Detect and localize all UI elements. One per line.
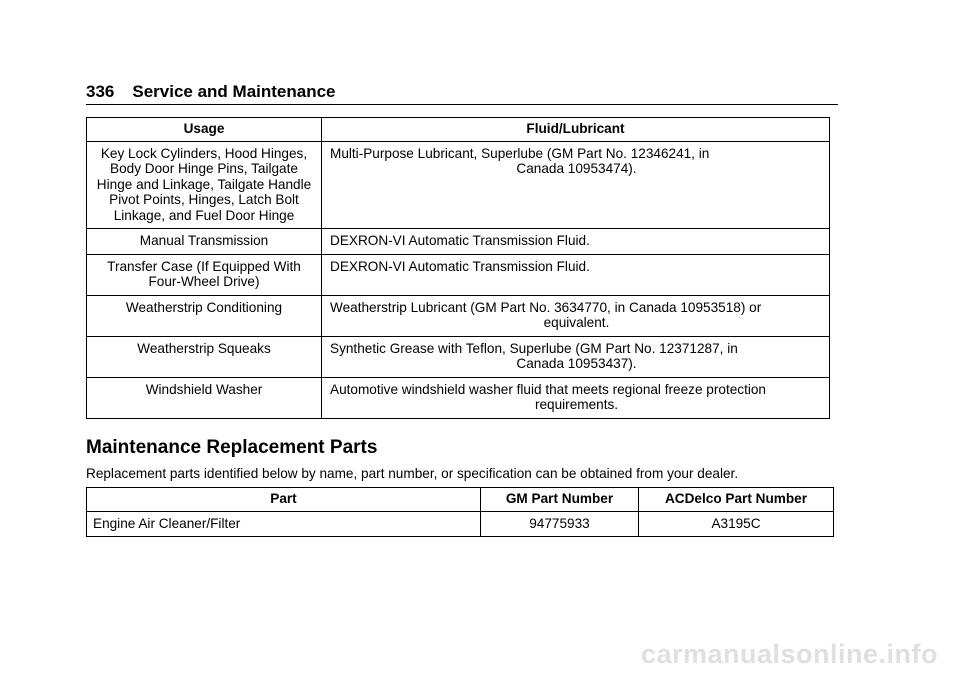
usage-cell (87, 229, 322, 255)
fluid-line: Multi-Purpose Lubricant, Superlube (GM Part No. 12346241, in (330, 145, 710, 161)
part-name-cell: Engine Air Cleaner/Filter (87, 511, 481, 537)
fluid-line: DEXRON-VI Automatic Transmission Fluid. (330, 233, 590, 248)
usage-cell (87, 141, 322, 229)
section-title-header: Service and Maintenance (132, 82, 336, 101)
replacement-parts-title: Maintenance Replacement Parts (86, 437, 378, 458)
table-row (87, 511, 834, 537)
fluid-cell (322, 254, 830, 295)
gm-part-number-column-header: GM Part Number (481, 488, 639, 512)
fluid-line: equivalent. (543, 315, 610, 330)
usage-line: Key Lock Cylinders, Hood Hinges, (100, 145, 308, 161)
usage-cell (87, 377, 322, 418)
fluid-lubricant-table (86, 117, 830, 419)
fluid-line: Synthetic Grease with Teflon, Superlube (GM Part No. 12371287, in (330, 340, 738, 356)
fluid-cell (322, 229, 830, 255)
site-watermark: carmanualsonline.info (640, 639, 938, 669)
table-row (87, 377, 830, 418)
fluid-line: Canada 10953474). (516, 161, 637, 176)
usage-line: Weatherstrip Conditioning (125, 299, 283, 315)
table-row (87, 229, 830, 255)
table-row (87, 295, 830, 336)
fluid-cell (322, 377, 830, 418)
table-row (87, 141, 830, 229)
usage-line: Linkage, and Fuel Door Hinge (113, 207, 295, 223)
acdelco-part-number-cell: A3195C (639, 511, 834, 537)
table-header-row (87, 118, 830, 142)
fluid-line: Weatherstrip Lubricant (GM Part No. 3634770, in Canada 10953518) or (330, 299, 762, 315)
usage-cell (87, 295, 322, 336)
page-header (86, 82, 838, 105)
usage-line: Manual Transmission (139, 233, 269, 248)
table-header-row (87, 488, 834, 512)
part-column-header: Part (87, 488, 481, 512)
usage-line: Body Door Hinge Pins, Tailgate (110, 161, 298, 176)
gm-part-number-cell: 94775933 (481, 511, 639, 537)
usage-line: Weatherstrip Squeaks (137, 340, 271, 356)
usage-line: Pivot Points, Hinges, Latch Bolt (109, 192, 299, 207)
fluid-cell (322, 295, 830, 336)
fluid-line: Automotive windshield washer fluid that meets regional freeze protection (330, 381, 766, 397)
usage-line: Transfer Case (If Equipped With (107, 258, 301, 274)
fluid-line: requirements. (534, 397, 619, 412)
fluid-cell (322, 336, 830, 377)
fluid-line: Canada 10953437). (516, 356, 637, 371)
replacement-parts-intro: Replacement parts identified below by name, part number, or specification can be obtained from your dealer. (86, 466, 739, 481)
fluid-column-header: Fluid/Lubricant (322, 118, 830, 142)
acdelco-part-number-column-header: ACDelco Part Number (639, 488, 834, 512)
usage-cell (87, 336, 322, 377)
page-number: 336 (86, 82, 115, 101)
table-row (87, 336, 830, 377)
usage-line: Four-Wheel Drive) (148, 274, 260, 289)
usage-cell (87, 254, 322, 295)
replacement-parts-table (86, 487, 834, 537)
fluid-cell (322, 141, 830, 229)
usage-column-header: Usage (87, 118, 322, 142)
table-row (87, 254, 830, 295)
usage-line: Hinge and Linkage, Tailgate Handle (96, 176, 312, 192)
usage-line: Windshield Washer (145, 381, 263, 397)
fluid-line: DEXRON-VI Automatic Transmission Fluid. (330, 258, 590, 274)
